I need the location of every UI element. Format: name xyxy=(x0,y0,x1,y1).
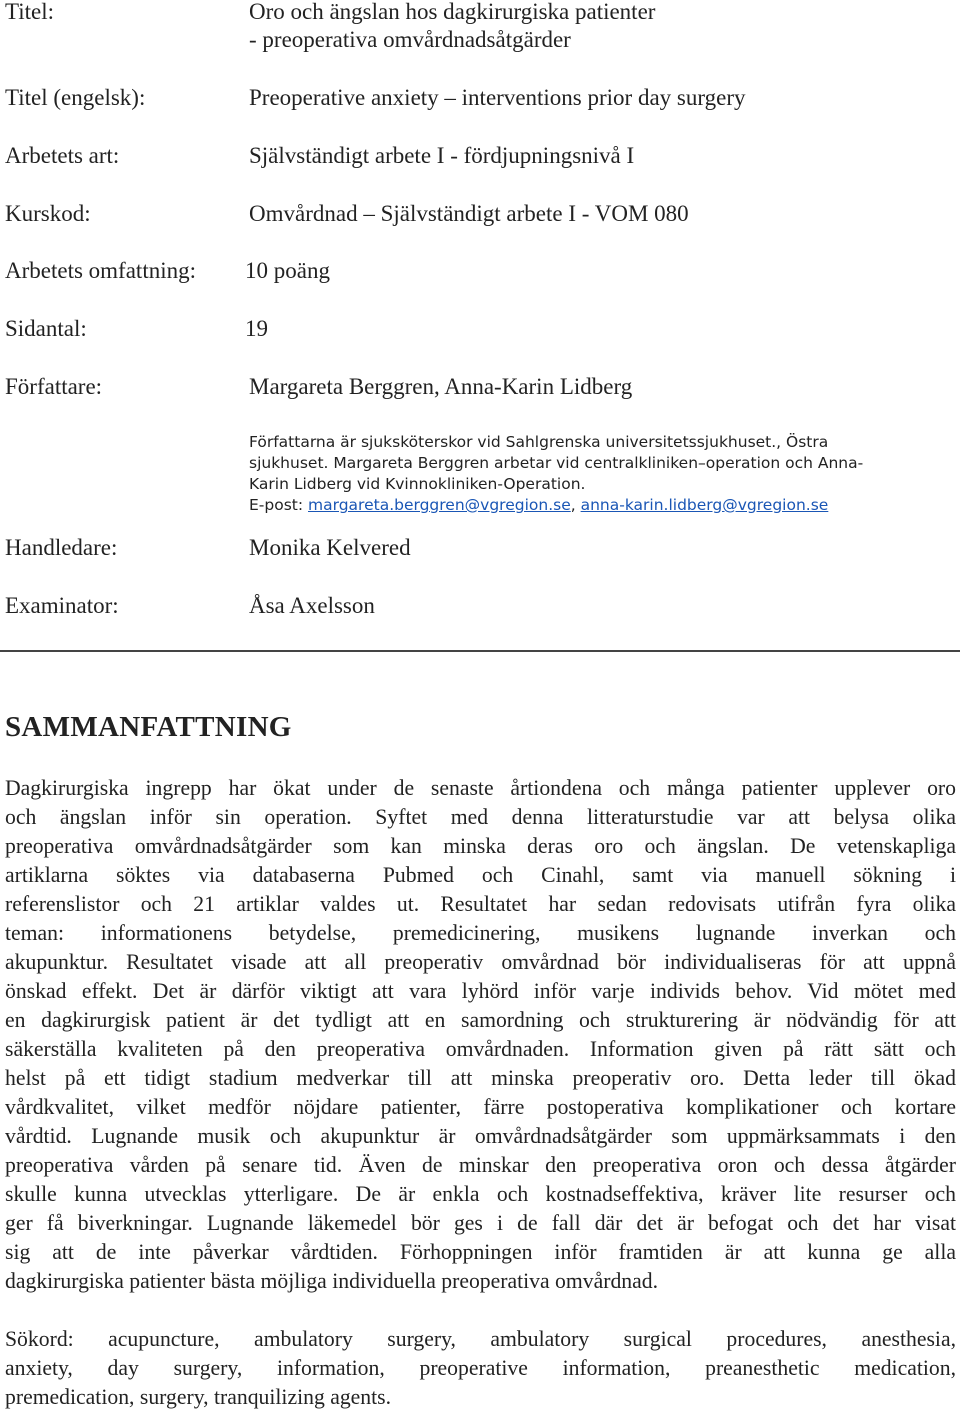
keywords-paragraph xyxy=(5,1325,956,1412)
field-value-supervisor: Monika Kelvered xyxy=(249,535,411,560)
field-value-course-code: Omvårdnad – Självständigt arbete I - VOM 080 xyxy=(249,201,689,226)
summary-line: artiklarna söktes via databaserna Pubmed och Cinahl, samt via manuell sökning i xyxy=(5,863,956,887)
summary-line: skulle kunna utvecklas ytterligare. De är enkla och kostnadseffektiva, kräver lite resurser och xyxy=(5,1182,956,1206)
summary-line: teman: informationens betydelse, premedicinering, musikens lugnande inverkan och xyxy=(5,921,956,945)
field-label-course-code: Kurskod: xyxy=(5,201,91,226)
field-value-examiner: Åsa Axelsson xyxy=(249,593,375,618)
field-label-examiner: Examinator: xyxy=(5,593,119,618)
keywords-line: premedication, surgery, tranquilizing agents. xyxy=(5,1385,392,1409)
summary-line: en dagkirurgisk patient är det tydligt att en samordning och strukturering är nödvändig för att xyxy=(5,1008,956,1032)
field-value-title: Oro och ängslan hos dagkirurgiska patienter xyxy=(249,0,656,24)
field-value-work-type: Självständigt arbete I - fördjupningsnivå I xyxy=(249,143,635,168)
summary-line: preoperativa vården på senare tid. Även de minskar den preoperativa oron och dessa åtgärder xyxy=(5,1153,956,1177)
author-note-line: Författarna är sjuksköterskor vid Sahlgrenska universitetssjukhuset., Östra xyxy=(249,433,829,451)
email-separator: , xyxy=(570,496,581,514)
field-label-work-type: Arbetets art: xyxy=(5,143,120,168)
author-note-line: Karin Lidberg vid Kvinnokliniken-Operation. xyxy=(249,475,586,493)
author-email-line xyxy=(249,495,949,516)
summary-line: dagkirurgiska patienter bästa möjliga individuella preoperativa omvårdnad. xyxy=(5,1269,659,1293)
email-link-berggren[interactable]: margareta.berggren@vgregion.se xyxy=(308,496,571,514)
author-note xyxy=(249,432,949,516)
summary-line: Dagkirurgiska ingrepp har ökat under de senaste årtiondena och många patienter upplever oro xyxy=(5,776,956,800)
summary-line: referenslistor och 21 artiklar valdes ut. Resultatet har sedan redovisats utifrån fyra olika xyxy=(5,892,956,916)
field-value-title-subtitle: - preoperativa omvårdnadsåtgärder xyxy=(249,27,571,52)
section-divider xyxy=(0,650,960,652)
keywords-line: Sökord: acupuncture, ambulatory surgery, ambulatory surgical procedures, anesthesia, xyxy=(5,1327,956,1351)
email-label: E-post: xyxy=(249,496,309,514)
field-value-authors: Margareta Berggren, Anna-Karin Lidberg xyxy=(249,374,633,399)
summary-line: akupunktur. Resultatet visade att all preoperativ omvårdnad bör individualiseras för att uppnå xyxy=(5,950,956,974)
field-label-page-count: Sidantal: xyxy=(5,316,87,341)
field-value-scope: 10 poäng xyxy=(245,258,330,283)
summary-heading: SAMMANFATTNING xyxy=(5,711,292,743)
field-label-title: Titel: xyxy=(5,0,55,24)
author-note-line: sjukhuset. Margareta Berggren arbetar vid centralkliniken–operation och Anna- xyxy=(249,454,864,472)
field-label-supervisor: Handledare: xyxy=(5,535,118,560)
keywords-line: anxiety, day surgery, information, preoperative information, preanesthetic medication, xyxy=(5,1356,956,1380)
summary-line: önskad effekt. Det är därför viktigt att vara lyhörd inför varje individs behov. Vid mötet med xyxy=(5,979,956,1003)
field-label-scope: Arbetets omfattning: xyxy=(5,258,196,283)
summary-line: helst på ett tidigt stadium medverkar till att minska preoperativ oro. Detta leder till ökad xyxy=(5,1066,956,1090)
field-label-authors: Författare: xyxy=(5,374,103,399)
summary-line: preoperativa omvårdnadsåtgärder som kan minska deras oro och ängslan. De vetenskapliga xyxy=(5,834,956,858)
summary-paragraph xyxy=(5,774,956,1296)
field-label-title-english: Titel (engelsk): xyxy=(5,85,146,110)
summary-line: sig att de inte påverkar vårdtiden. Förhoppningen inför framtiden är att kunna ge alla xyxy=(5,1240,956,1264)
summary-line: vårdtid. Lugnande musik och akupunktur är omvårdnadsåtgärder som uppmärksammats i den xyxy=(5,1124,956,1148)
summary-line: ger få biverkningar. Lugnande läkemedel bör ges i de fall där det är befogat och det har visat xyxy=(5,1211,956,1235)
summary-line: säkerställa kvaliteten på den preoperativa omvårdnaden. Information given på rätt sätt och xyxy=(5,1037,956,1061)
email-link-lidberg[interactable]: anna-karin.lidberg@vgregion.se xyxy=(580,496,829,514)
field-value-page-count: 19 xyxy=(245,316,268,341)
summary-line: och ängslan inför sin operation. Syftet med denna litteraturstudie var att belysa olika xyxy=(5,805,956,829)
summary-line: vårdkvalitet, vilket medför nöjdare patienter, färre postoperativa komplikationer och kortare xyxy=(5,1095,956,1119)
field-value-title-english: Preoperative anxiety – interventions prior day surgery xyxy=(249,85,746,110)
